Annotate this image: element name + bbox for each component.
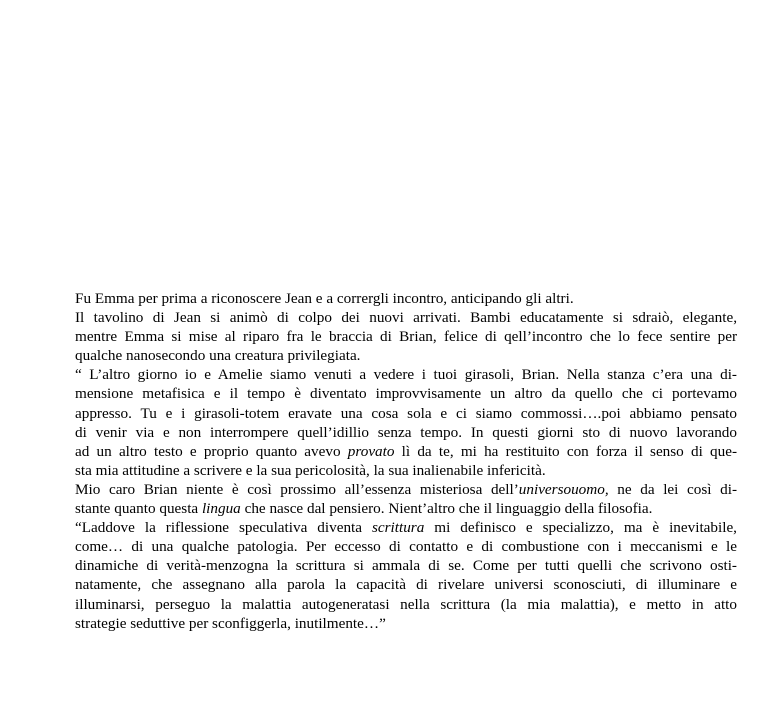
text-line — [75, 404, 737, 423]
text-run: appresso. Tu e i girasoli-totem eravate una cosa sola e ci siamo commossi….poi abbiamo pensato — [75, 404, 737, 422]
text-run: dinamiche di verità-menzogna la scrittura si ammala di se. Come per tutti quelli che scrivono osti- — [75, 557, 737, 575]
italic-word: provato — [347, 442, 395, 460]
text-run: strategie seduttive per sconfiggerla, inutilmente…” — [75, 614, 386, 632]
text-run: Il tavolino di Jean si animò di colpo dei nuovi arrivati. Bambi educatamente si sdraiò, elegante, — [75, 309, 737, 327]
text-run: qualche nanosecondo una creatura privilegiata. — [75, 347, 361, 365]
text-run: stante quanto questa — [75, 500, 202, 518]
text-run: che nasce dal pensiero. Nient’altro che il linguaggio della filosofia. — [240, 500, 653, 518]
text-line — [75, 575, 737, 594]
text-line — [75, 537, 737, 556]
text-run: come… di una qualche patologia. Per eccesso di contatto e di combustione con i meccanismi e le — [75, 538, 737, 556]
text-run: natamente, che assegnano alla parola la capacità di rivelare universi sconosciuti, di illuminare e — [75, 576, 737, 594]
text-line — [75, 499, 737, 518]
text-line — [75, 614, 737, 633]
text-line — [75, 327, 737, 346]
text-line — [75, 365, 737, 384]
italic-word: scrittura — [371, 519, 425, 537]
text-run: Fu Emma per prima a riconoscere Jean e a corrergli incontro, anticipando gli altri. — [75, 290, 574, 307]
text-run: “ L’altro giorno io e Amelie siamo venuti a vedere i tuoi girasoli, Brian. Nella stanza c’era una di- — [75, 366, 737, 384]
text-line — [75, 442, 737, 461]
text-run: mentre Emma si mise al riparo fra le braccia di Brian, felice di qell’incontro che lo fece sentire per — [75, 328, 737, 346]
text-line — [75, 346, 737, 365]
text-run: illuminarsi, perseguo la malattia autogeneratasi nella scrittura (la mia malattia), e metto in atto — [75, 595, 737, 613]
text-line — [75, 289, 737, 308]
text-line — [75, 518, 737, 537]
text-line — [75, 556, 737, 575]
text-run: ne da lei così di- — [608, 480, 737, 498]
text-run: mi definisco e specializzo, ma è inevitabile, — [424, 519, 737, 537]
text-run: di venir via e non interrompere quell’idillio senza tempo. In questi giorni sto di nuovo lavorando — [75, 423, 737, 441]
body-text — [75, 289, 737, 633]
text-line — [75, 461, 737, 480]
text-line — [75, 384, 737, 403]
text-line — [75, 480, 737, 499]
text-run: sta mia attitudine a scrivere e la sua pericolosità, la sua inalienabile infericità. — [75, 461, 546, 479]
text-line — [75, 595, 737, 614]
text-run: Mio caro Brian niente è così prossimo all’essenza misteriosa dell’ — [75, 480, 519, 498]
text-run: ad un altro testo e proprio quanto avevo — [75, 442, 348, 460]
text-run: mensione metafisica e il tempo è diventato improvvisamente un altro da quello che ci portevamo — [75, 385, 737, 403]
text-run: “Laddove la riflessione speculativa diventa — [75, 519, 372, 537]
text-line — [75, 423, 737, 442]
text-run: lì da te, mi ha restituito con forza il senso di que- — [394, 442, 737, 460]
italic-word: lingua — [201, 500, 241, 518]
text-line — [75, 308, 737, 327]
italic-word: universouomo, — [518, 480, 609, 498]
